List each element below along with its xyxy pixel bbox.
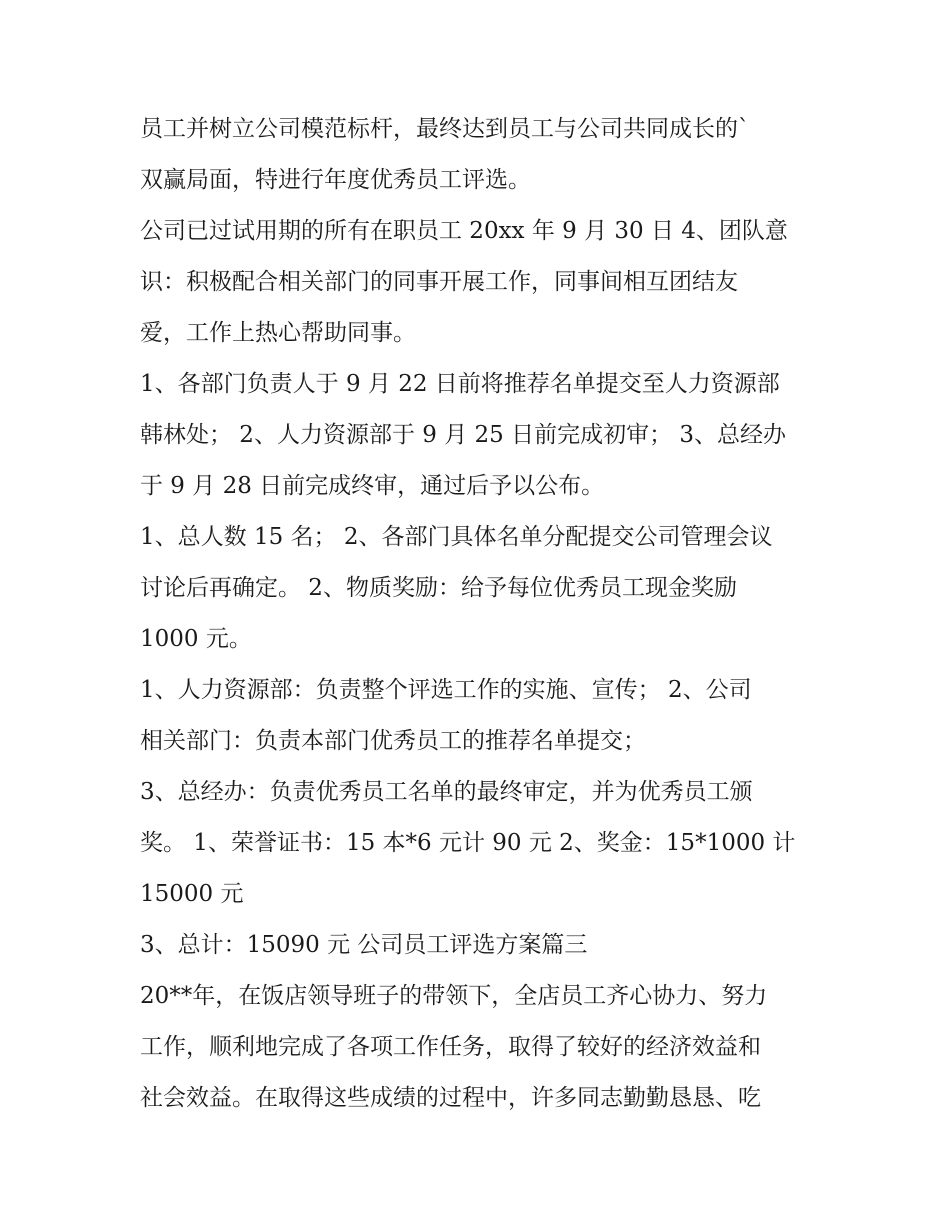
- text-line: 爱，工作上热心帮助同事。: [140, 320, 416, 346]
- text-line: 3、总经办：负责优秀员工名单的最终审定，并为优秀员工颁: [140, 779, 753, 805]
- text-line: 1、总人数 15 名； 2、各部门具体名单分配提交公司管理会议: [140, 524, 773, 550]
- text-line: 相关部门：负责本部门优秀员工的推荐名单提交；: [140, 728, 646, 754]
- text-line: 20**年，在饭店领导班子的带领下，全店员工齐心协力、努力: [140, 983, 768, 1009]
- text-line: 奖。 1、荣誉证书：15 本*6 元计 90 元 2、奖金：15*1000 计: [140, 830, 796, 856]
- text-line: 韩林处； 2、人力资源部于 9 月 25 日前完成初审； 3、总经办: [140, 422, 787, 448]
- text-line: 识：积极配合相关部门的同事开展工作，同事间相互团结友: [140, 269, 738, 295]
- text-line: 1、人力资源部：负责整个评选工作的实施、宣传； 2、公司: [140, 677, 752, 703]
- text-line: 双赢局面，特进行年度优秀员工评选。: [140, 167, 531, 193]
- text-line: 15000 元: [140, 881, 244, 907]
- text-line: 社会效益。在取得这些成绩的过程中，许多同志勤勤恳恳、吃: [140, 1085, 761, 1111]
- text-line: 讨论后再确定。 2、物质奖励：给予每位优秀员工现金奖励: [140, 575, 737, 601]
- text-line: 1、各部门负责人于 9 月 22 日前将推荐名单提交至人力资源部: [140, 371, 780, 397]
- text-line: 1000 元。: [140, 626, 252, 652]
- text-line: 工作，顺利地完成了各项工作任务，取得了较好的经济效益和: [140, 1034, 761, 1060]
- text-line: 公司已过试用期的所有在职员工 20xx 年 9 月 30 日 4、团队意: [140, 218, 788, 244]
- text-line: 3、总计：15090 元 公司员工评选方案篇三: [140, 932, 588, 958]
- document-body: [140, 104, 830, 1124]
- text-line: 员工并树立公司模范标杆，最终达到员工与公司共同成长的`: [140, 116, 750, 142]
- text-line: 于 9 月 28 日前完成终审，通过后予以公布。: [140, 473, 605, 499]
